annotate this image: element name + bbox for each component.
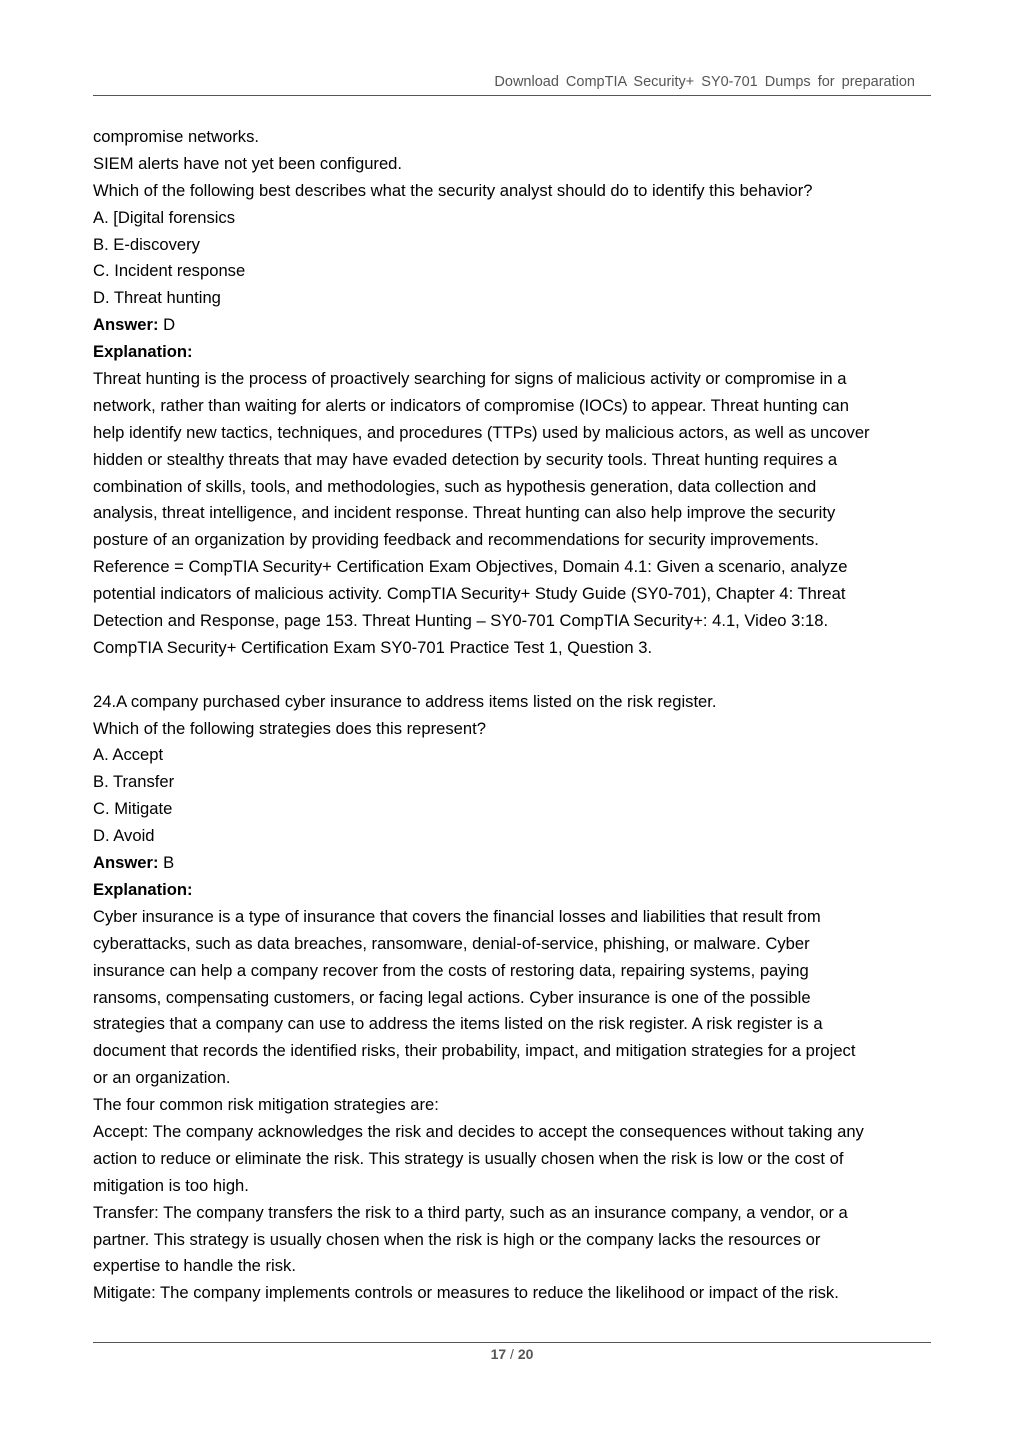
header-title: Download CompTIA Security+ SY0-701 Dumps for preparation	[494, 74, 915, 90]
explanation-line: or an organization.	[93, 1068, 231, 1088]
question-prompt: Which of the following best describes what the security analyst should do to identify this behavior?	[93, 180, 813, 200]
answer-option-b: B. Transfer	[93, 772, 175, 792]
answer-option-c: C. Mitigate	[93, 799, 173, 819]
answer-option-a: A. Accept	[93, 745, 164, 765]
explanation-line: CompTIA Security+ Certification Exam SY0-701 Practice Test 1, Question 3.	[93, 637, 653, 657]
answer-option-b: B. E-discovery	[93, 234, 200, 254]
answer-line	[93, 312, 935, 339]
explanation-line: posture of an organization by providing feedback and recommendations for security improvements.	[93, 530, 819, 550]
explanation-line: Threat hunting is the process of proactively searching for signs of malicious activity or compromise in a	[93, 369, 847, 389]
explanation-line: insurance can help a company recover from the costs of restoring data, repairing systems, paying	[93, 960, 809, 980]
answer-label: Answer:	[93, 315, 159, 335]
explanation-line: document that records the identified risks, their probability, impact, and mitigation strategies for a project	[93, 1041, 856, 1061]
explanation-line: analysis, threat intelligence, and incident response. Threat hunting can also help improve the security	[93, 503, 836, 523]
spacer	[93, 662, 935, 689]
explanation-line: strategies that a company can use to address the items listed on the risk register. A risk register is a	[93, 1014, 823, 1034]
explanation-line: hidden or stealthy threats that may have evaded detection by security tools. Threat hunting requires a	[93, 449, 838, 469]
question-text: compromise networks.	[93, 127, 259, 146]
explanation-line: mitigation is too high.	[93, 1175, 249, 1195]
answer-option-d: D. Avoid	[93, 826, 155, 846]
explanation-line: partner. This strategy is usually chosen when the risk is high or the company lacks the resources or	[93, 1229, 821, 1249]
explanation-line: action to reduce or eliminate the risk. This strategy is usually chosen when the risk is low or the cost of	[93, 1148, 844, 1168]
explanation-line: Transfer: The company transfers the risk to a third party, such as an insurance company, a vendor, or a	[93, 1202, 848, 1222]
answer-option-c: C. Incident response	[93, 261, 246, 281]
explanation-line: expertise to handle the risk.	[93, 1256, 296, 1276]
page-number	[0, 1346, 1024, 1362]
answer-value: B	[158, 853, 175, 873]
explanation-line: The four common risk mitigation strategies are:	[93, 1095, 439, 1115]
explanation-line: ransoms, compensating customers, or facing legal actions. Cyber insurance is one of the possible	[93, 987, 811, 1007]
explanation-line: potential indicators of malicious activity. CompTIA Security+ Study Guide (SY0-701), Chapter 4: Threat	[93, 584, 846, 604]
explanation-heading: Explanation:	[93, 342, 193, 362]
explanation-line: network, rather than waiting for alerts or indicators of compromise (IOCs) to appear. Threat hunting can	[93, 395, 849, 415]
page-current: 17	[490, 1346, 507, 1362]
explanation-line: Accept: The company acknowledges the risk and decides to accept the consequences without taking any	[93, 1121, 864, 1141]
question-stem: 24.A company purchased cyber insurance to address items listed on the risk register.	[93, 691, 717, 711]
explanation-line: Cyber insurance is a type of insurance that covers the financial losses and liabilities that result from	[93, 906, 821, 926]
footer-divider	[93, 1342, 931, 1343]
page-separator: /	[506, 1346, 518, 1362]
answer-value: D	[158, 315, 176, 335]
explanation-line: Mitigate: The company implements controls or measures to reduce the likelihood or impact of the risk.	[93, 1283, 839, 1303]
answer-option-a: A. [Digital forensics	[93, 207, 236, 227]
answer-label: Answer:	[93, 853, 159, 873]
page-body	[93, 124, 935, 1307]
explanation-line: combination of skills, tools, and methodologies, such as hypothesis generation, data collection and	[93, 476, 817, 496]
answer-option-d: D. Threat hunting	[93, 288, 221, 308]
answer-line	[93, 850, 935, 877]
explanation-line: help identify new tactics, techniques, and procedures (TTPs) used by malicious actors, as well as uncover	[93, 422, 870, 442]
question-text: SIEM alerts have not yet been configured.	[93, 153, 403, 173]
explanation-line: Reference = CompTIA Security+ Certification Exam Objectives, Domain 4.1: Given a scenario, analyze	[93, 557, 848, 577]
page-total: 20	[517, 1346, 534, 1362]
explanation-line: Detection and Response, page 153. Threat Hunting – SY0-701 CompTIA Security+: 4.1, Video 3:18.	[93, 611, 829, 631]
explanation-line: cyberattacks, such as data breaches, ransomware, denial-of-service, phishing, or malware. Cyber	[93, 933, 810, 953]
explanation-heading: Explanation:	[93, 879, 193, 899]
question-prompt: Which of the following strategies does this represent?	[93, 718, 486, 738]
page-header	[93, 0, 931, 96]
